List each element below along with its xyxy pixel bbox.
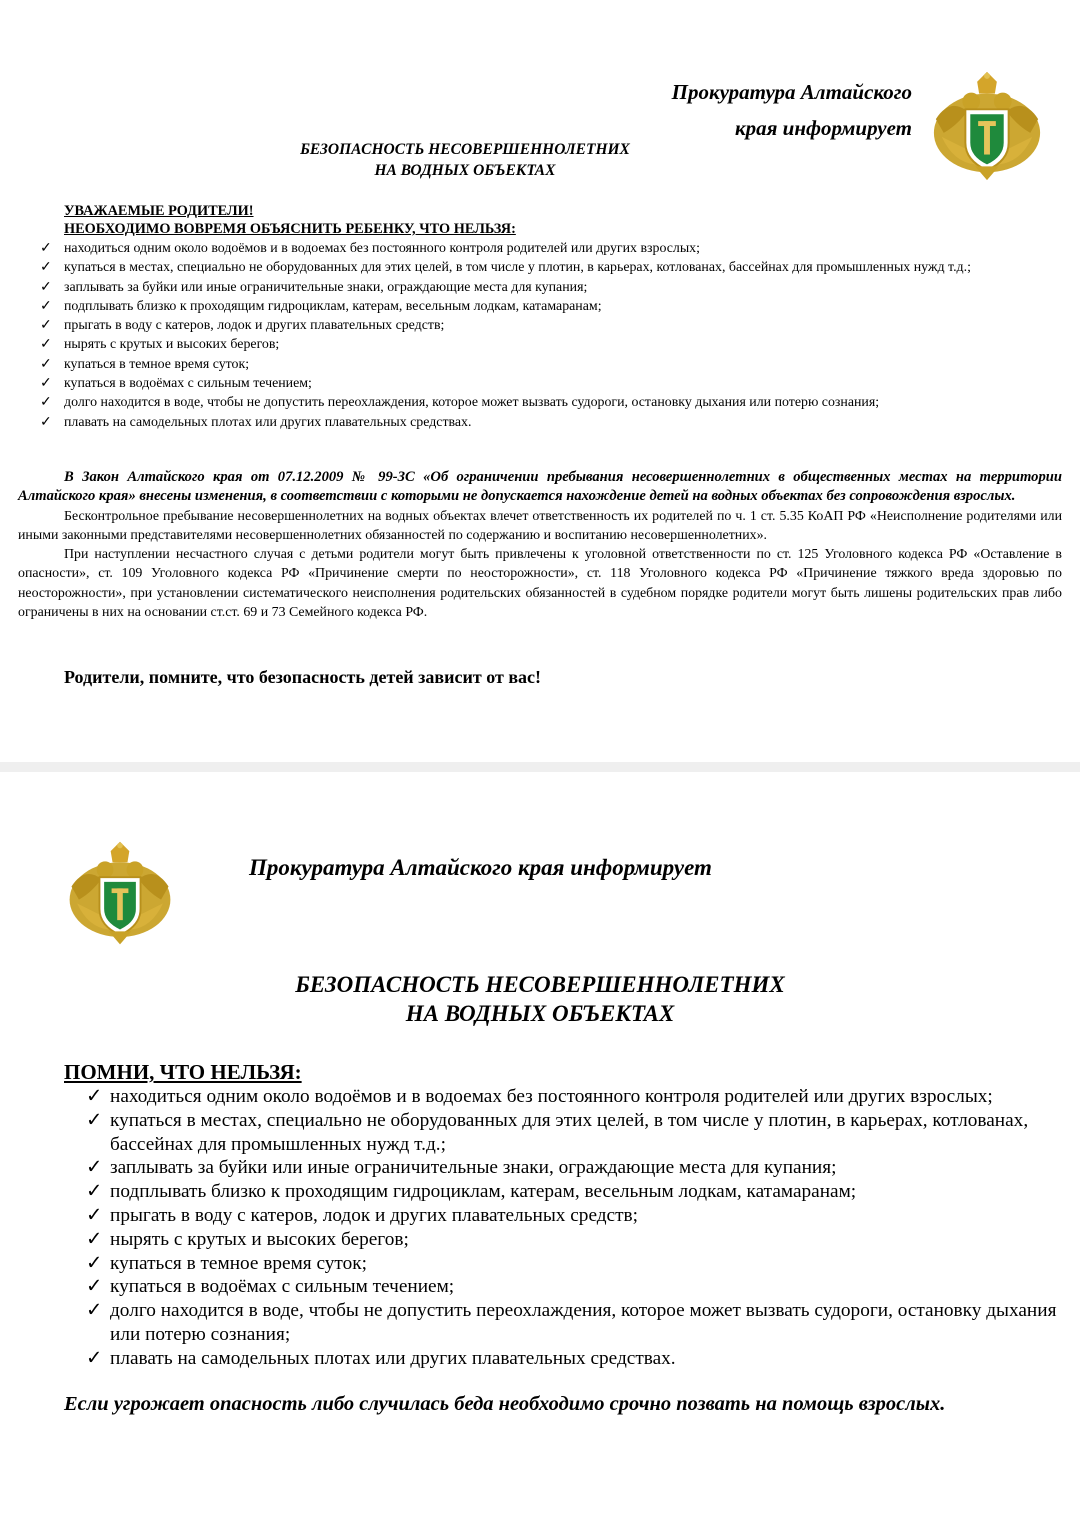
list-item-text: нырять с крутых и высоких берегов; <box>110 1228 409 1250</box>
checkmark-icon: ✓ <box>86 1300 103 1322</box>
prohibitions-list <box>86 1085 1058 1371</box>
list-item <box>40 239 1062 258</box>
final-appeal: Родители, помните, что безопасность детей зависит от вас! <box>64 667 542 687</box>
prosecutor-emblem-icon <box>64 838 176 950</box>
list-item-text: купаться в темное время суток; <box>64 356 250 372</box>
org-line-2: края информирует <box>734 116 912 140</box>
document-title <box>150 139 780 181</box>
list-item <box>40 258 1062 277</box>
checkmark-icon: ✓ <box>86 1157 103 1179</box>
list-item <box>86 1085 1058 1109</box>
checkmark-icon: ✓ <box>40 279 52 295</box>
title-line-1: БЕЗОПАСНОСТЬ НЕСОВЕРШЕННОЛЕТНИХ <box>295 972 785 997</box>
list-item-text: прыгать в воду с катеров, лодок и других плавательных средств; <box>64 318 445 334</box>
list-item <box>40 278 1062 297</box>
list-item <box>40 355 1062 374</box>
checkmark-icon: ✓ <box>40 356 52 372</box>
checkmark-icon: ✓ <box>86 1228 103 1250</box>
koap-paragraph: Бесконтрольное пребывание несовершеннолетних на водных объектах влечет ответственность их родителей по ч. 1 ст. 5.35 КоАП РФ «Неисполнение родителями или иными законными представителями несовершеннолетних обязанностей по содержанию и воспитанию несовершеннолетних». <box>18 508 1062 543</box>
final-appeal: Если угрожает опасность либо случилась беда необходимо срочно позвать на помощь взрослых. <box>64 1393 946 1415</box>
list-item <box>86 1299 1058 1347</box>
prosecutor-emblem-icon <box>928 68 1046 186</box>
header-organization <box>560 74 912 146</box>
list-item-text: долго находится в воде, чтобы не допустить переохлаждения, которое может вызвать судороги, остановку дыхания или потерю сознания; <box>110 1300 1057 1345</box>
list-item-text: прыгать в воду с катеров, лодок и других плавательных средств; <box>110 1204 639 1226</box>
list-item <box>86 1180 1058 1204</box>
list-item-text: находиться одним около водоёмов и в водоемах без постоянного контроля родителей или других взрослых; <box>110 1086 993 1107</box>
title-line-1: БЕЗОПАСНОСТЬ НЕСОВЕРШЕННОЛЕТНИХ <box>300 141 630 158</box>
list-item <box>86 1228 1058 1252</box>
list-item <box>86 1156 1058 1180</box>
checkmark-icon: ✓ <box>86 1086 103 1107</box>
checkmark-icon: ✓ <box>86 1347 103 1369</box>
list-item-text: купаться в местах, специально не оборудованных для этих целей, в том числе у плотин, в карьерах, котлованах, бассейнах для промышленных нужд т.д.; <box>110 1109 1029 1155</box>
list-item <box>40 393 1062 412</box>
list-item-text: заплывать за буйки или иные ограничительные знаки, ограждающие места для купания; <box>64 279 588 295</box>
checkmark-icon: ✓ <box>40 376 52 392</box>
page-separator <box>0 762 1080 772</box>
heading-explain: НЕОБХОДИМО ВОВРЕМЯ ОБЪЯСНИТЬ РЕБЕНКУ, ЧТО НЕЛЬЗЯ: <box>64 221 516 237</box>
list-item <box>86 1109 1058 1157</box>
list-item-text: нырять с крутых и высоких берегов; <box>64 337 280 353</box>
list-item <box>40 335 1062 354</box>
checkmark-icon: ✓ <box>86 1181 103 1203</box>
list-item <box>40 413 1062 432</box>
checkmark-icon: ✓ <box>86 1109 103 1131</box>
list-item-text: плавать на самодельных плотах или других плавательных средствах. <box>110 1347 676 1369</box>
list-item-text: подплывать близко к проходящим гидроциклам, катерам, весельным лодкам, катамаранам; <box>110 1181 857 1203</box>
list-item <box>86 1204 1058 1228</box>
checkmark-icon: ✓ <box>40 414 52 430</box>
list-item <box>40 297 1062 316</box>
title-line-2: НА ВОДНЫХ ОБЪЕКТАХ <box>374 162 556 179</box>
list-item <box>86 1347 1058 1371</box>
header-organization: Прокуратура Алтайского края информирует <box>249 855 712 880</box>
checkmark-icon: ✓ <box>40 318 52 334</box>
legal-text <box>18 468 1062 622</box>
law-paragraph: В Закон Алтайского края от 07.12.2009 № 99-ЗС «Об ограничении пребывания несовершеннолетних в общественных местах на территории Алтайского края» внесены изменения, в соответствии с которыми не допускается нахождение детей на водных объектах без сопровождения взрослых. <box>18 469 1062 505</box>
list-item-text: купаться в местах, специально не оборудованных для этих целей, в том числе у плотин, в карьерах, котлованах, бассейнах для промышленных нужд т.д.; <box>64 260 971 276</box>
criminal-paragraph: При наступлении несчастного случая с детьми родители могут быть привлечены к уголовной ответственности по ст. 125 Уголовного кодекса РФ «Оставление в опасности», ст. 109 Уголовного кодекса РФ «Причинение смерти по неосторожности», ст. 118 Уголовного кодекса РФ «Причинение тяжкого вреда здоровью по неосторожности», при установлении систематического неисполнения родительских обязанностей в судебном порядке родители могут быть лишены родительских прав либо ограничены в них на основании ст.ст. 69 и 73 Семейного кодекса РФ. <box>18 547 1062 621</box>
list-item <box>86 1275 1058 1299</box>
list-item <box>40 374 1062 393</box>
list-item-text: заплывать за буйки или иные ограничительные знаки, ограждающие места для купания; <box>110 1157 837 1179</box>
checkmark-icon: ✓ <box>40 260 52 276</box>
checkmark-icon: ✓ <box>86 1204 103 1226</box>
list-item-text: долго находится в воде, чтобы не допустить переохлаждения, которое может вызвать судороги, остановку дыхания или потерю сознания; <box>64 395 880 411</box>
list-item-text: плавать на самодельных плотах или других плавательных средствах. <box>64 414 472 430</box>
checkmark-icon: ✓ <box>40 337 52 353</box>
list-item-text: подплывать близко к проходящим гидроциклам, катерам, весельным лодкам, катамаранам; <box>64 298 602 314</box>
checkmark-icon: ✓ <box>40 298 52 314</box>
heading-parents: УВАЖАЕМЫЕ РОДИТЕЛИ! <box>64 203 254 219</box>
org-line-1: Прокуратура Алтайского <box>671 80 912 104</box>
title-line-2: НА ВОДНЫХ ОБЪЕКТАХ <box>405 1001 675 1026</box>
checkmark-icon: ✓ <box>86 1276 103 1298</box>
list-item <box>86 1252 1058 1276</box>
address-heading <box>64 202 516 238</box>
document-title <box>170 970 910 1028</box>
remember-heading: ПОМНИ, ЧТО НЕЛЬЗЯ: <box>64 1060 302 1084</box>
document-page-2 <box>0 772 1080 1522</box>
list-item-text: купаться в водоёмах с сильным течением; <box>110 1276 455 1298</box>
prohibitions-list <box>40 239 1062 432</box>
checkmark-icon: ✓ <box>40 241 52 256</box>
list-item-text: купаться в темное время суток; <box>110 1252 367 1274</box>
checkmark-icon: ✓ <box>86 1252 103 1274</box>
list-item-text: купаться в водоёмах с сильным течением; <box>64 376 312 392</box>
list-item-text: находиться одним около водоёмов и в водоемах без постоянного контроля родителей или других взрослых; <box>64 241 700 256</box>
checkmark-icon: ✓ <box>40 395 52 411</box>
list-item <box>40 316 1062 335</box>
